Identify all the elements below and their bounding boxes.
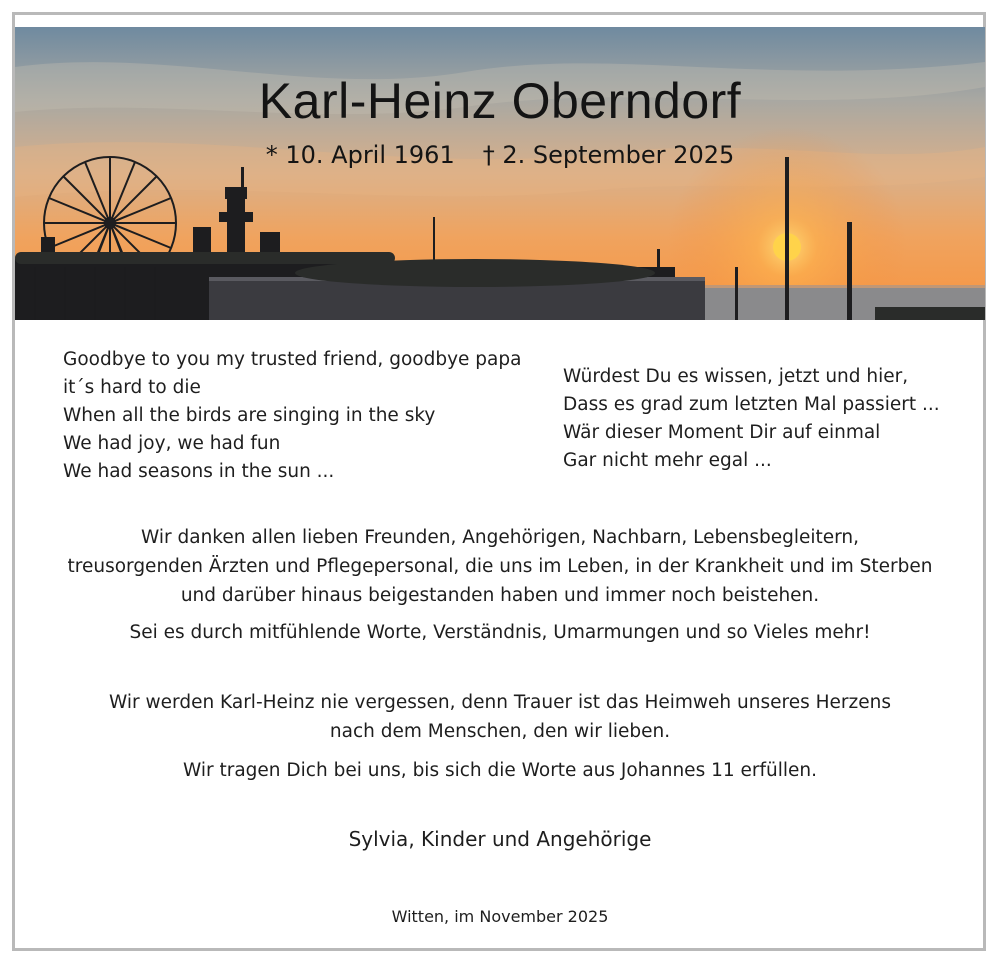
thanks-line: treusorgenden Ärzten und Pflegepersonal, die uns im Leben, in der Krankheit und im Sterben bbox=[67, 556, 933, 577]
poem-english bbox=[63, 346, 521, 486]
poem-line: Würdest Du es wissen, jetzt und hier, bbox=[563, 366, 909, 387]
header-photo bbox=[15, 27, 985, 320]
thanks-line: Wir danken allen lieben Freunden, Angehörigen, Nachbarn, Lebensbegleitern, bbox=[140, 527, 860, 548]
remembrance-paragraph bbox=[15, 688, 985, 746]
remembrance-line: Wir werden Karl-Heinz nie vergessen, denn Trauer ist das Heimweh unseres Herzens bbox=[109, 692, 891, 713]
poem-line: Wär dieser Moment Dir auf einmal bbox=[563, 422, 881, 443]
deceased-name: Karl-Heinz Oberndorf bbox=[258, 73, 742, 129]
place-date: Witten, im November 2025 bbox=[391, 907, 609, 926]
death-date: † 2. September 2025 bbox=[482, 141, 735, 169]
poem-line: When all the birds are singing in the sky bbox=[63, 405, 436, 426]
faith-line: Wir tragen Dich bei uns, bis sich die Worte aus Johannes 11 erfüllen. bbox=[182, 760, 818, 781]
poem-line: it´s hard to die bbox=[63, 377, 201, 398]
birth-date: * 10. April 1961 bbox=[265, 141, 455, 169]
poem-line: Dass es grad zum letzten Mal passiert ... bbox=[563, 394, 940, 415]
thanks-line: und darüber hinaus beigestanden haben und immer noch beistehen. bbox=[180, 585, 820, 606]
gratitude-line: Sei es durch mitfühlende Worte, Verständnis, Umarmungen und so Vieles mehr! bbox=[129, 622, 871, 643]
poem-line: We had seasons in the sun ... bbox=[63, 461, 335, 482]
poem-line: Goodbye to you my trusted friend, goodbye papa bbox=[63, 349, 522, 370]
poem-line: We had joy, we had fun bbox=[63, 433, 281, 454]
poem-line: Gar nicht mehr egal ... bbox=[563, 450, 772, 471]
life-dates bbox=[15, 141, 985, 169]
sunset-beach-photo bbox=[15, 27, 985, 320]
thanks-paragraph bbox=[15, 523, 985, 610]
signature: Sylvia, Kinder und Angehörige bbox=[348, 827, 652, 851]
poem-german bbox=[563, 363, 940, 475]
remembrance-line: nach dem Menschen, den wir lieben. bbox=[329, 721, 671, 742]
